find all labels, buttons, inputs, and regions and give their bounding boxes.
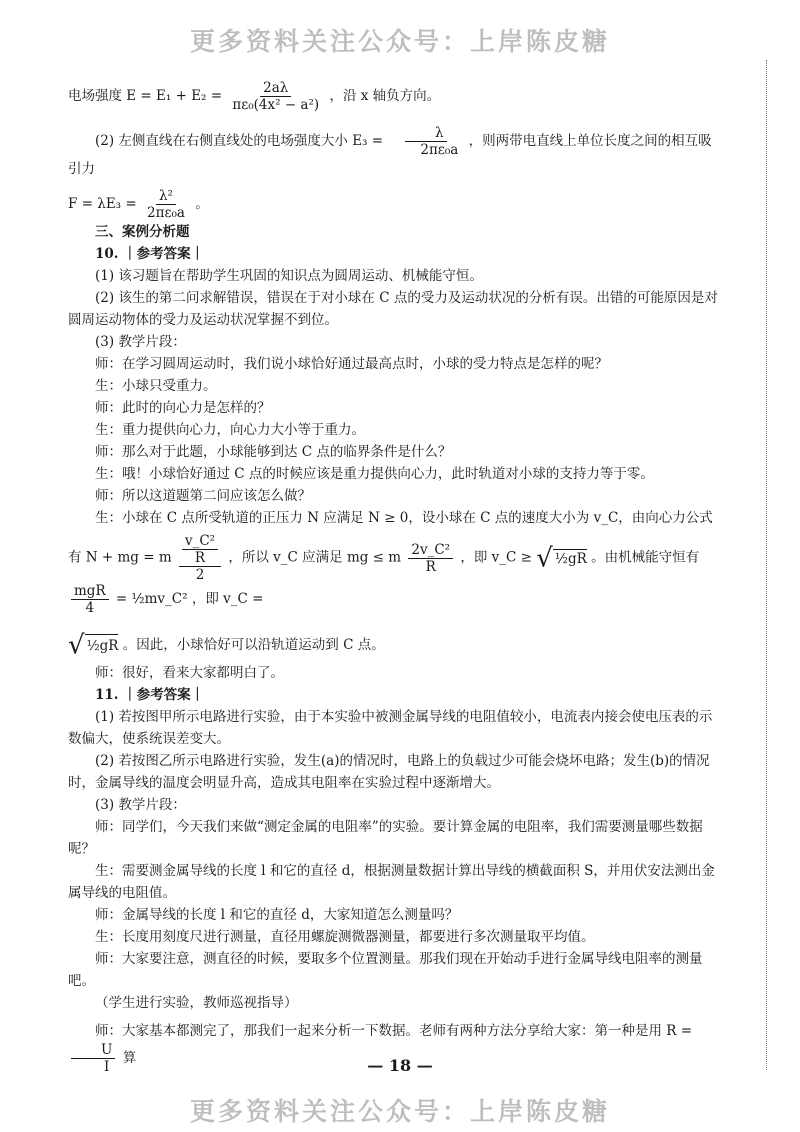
formula-text: 。由机械能守恒有: [591, 549, 700, 566]
radicand: ½gR: [85, 634, 119, 657]
formula-line-3: [68, 188, 720, 221]
page-number: — 18 —: [367, 1056, 433, 1075]
q11-dialog-1: 师：同学们，今天我们来做“测定金属的电阻率”的实验。要计算金属的电阻率，我们需要测量哪些数据呢？: [68, 819, 703, 857]
q11-p2: (2) 若按图乙所示电路进行实验，发生(a)的情况时，电路上的负载过少可能会烧坏电路；发生(b)的情况时，金属导线的温度会明显升高，造成其电阻率在实验过程中逐渐增大。: [68, 753, 710, 791]
sqrt: √ ½gR: [68, 630, 119, 661]
fraction: [144, 188, 188, 221]
denominator: R: [194, 550, 206, 566]
q10-dialog-3: 师：此时的向心力是怎样的？: [95, 400, 271, 416]
denominator: 2: [195, 567, 205, 583]
radicand: ½gR: [554, 550, 587, 567]
numerator: U: [71, 1042, 115, 1059]
section-heading: 三、案例分析题: [95, 224, 190, 240]
formula-text: ½mv_C²: [131, 591, 188, 607]
numerator: λ: [405, 125, 447, 142]
numerator: [179, 533, 221, 567]
q11-header: 11. ｜参考答案｜: [95, 687, 205, 703]
q11-dialog-5: 师：大家要注意，测直径的时候，要取多个位置测量。那我们现在开始动手进行金属导线电阻率的测量吧。: [68, 951, 703, 989]
dialog-text: 师：大家基本都测完了，那我们一起来分析一下数据。老师有两种方法分享给大家：第一种是用 R =: [95, 1023, 693, 1039]
formula-text: ，所以 v_C 应满足 mg ≤ m: [228, 549, 402, 566]
formula-text: 。因此，小球恰好可以沿轨道运动到 C 点。: [122, 637, 385, 653]
q10-dialog-5: 师：那么对于此题，小球能够到达 C 点的临界条件是什么？: [95, 444, 452, 460]
formula-text: ，即 v_C =: [191, 591, 264, 607]
inner-fraction: [182, 533, 218, 566]
sqrt: √ ½gR: [536, 543, 587, 573]
denominator: 4: [85, 600, 95, 616]
q11-dialog-4: 生：长度用刻度尺进行测量，直径用螺旋测微器测量，都要进行多次测量取平均值。: [95, 929, 595, 945]
formula2-prefix: (2) 左侧直线在右侧直线处的电场强度大小 E₃ =: [95, 133, 384, 149]
q10-dialog-2: 生：小球只受重力。: [95, 378, 217, 394]
dialog-text: 算: [122, 1050, 137, 1066]
formula-line-2: [68, 125, 720, 180]
denominator: 2πε₀a: [420, 142, 459, 158]
watermark-top: 更多资料关注公众号：上岸陈皮糖: [189, 27, 610, 56]
q10-dialog-8: 生：小球在 C 点所受轨道的正压力 N 应满足 N ≥ 0，设小球在 C 点的速度大小为 v_C，由向心力公式: [95, 510, 713, 526]
margin-rule: [766, 60, 767, 1070]
q10-dialog-1: 师：在学习圆周运动时，我们说小球恰好通过最高点时，小球的受力特点是怎样的呢？: [95, 356, 608, 372]
fraction: [408, 542, 453, 575]
q11-dialog-3: 师：金属导线的长度 l 和它的直径 d，大家知道怎么测量吗？: [95, 907, 459, 923]
q10-p3: (3) 教学片段：: [95, 334, 186, 350]
formula-text: =: [115, 591, 128, 607]
formula-text: ，即 v_C ≥: [460, 549, 532, 566]
q10-formula-line: [68, 533, 720, 616]
denominator: 2πε₀a: [146, 205, 185, 221]
numerator: λ²: [156, 188, 176, 205]
numerator: 2v_C²: [408, 542, 453, 559]
formula-line-1: [68, 80, 720, 113]
q10-p2: (2) 该生的第二问求解错误，错误在于对小球在 C 点的受力及运动状况的分析有误。出错的可能原因是对圆周运动物体的受力及运动状况掌握不到位。: [68, 290, 718, 328]
q10-dialog-6: 生：哦！小球恰好通过 C 点的时候应该是重力提供向心力，此时轨道对小球的支持力等于零。: [95, 466, 654, 482]
q11-p3: (3) 教学片段：: [95, 797, 186, 813]
formula3-suffix: 。: [195, 196, 209, 212]
page-content: [68, 80, 720, 1075]
q10-dialog-4: 生：重力提供向心力，向心力大小等于重力。: [95, 422, 365, 438]
formula1-prefix: 电场强度 E = E₁ + E₂ =: [68, 88, 223, 104]
q11-dialog-6: （学生进行实验，教师巡视指导）: [95, 995, 298, 1011]
q10-header: 10. ｜参考答案｜: [95, 246, 205, 262]
q10-dialog-9: 师：很好，看来大家都明白了。: [95, 665, 284, 681]
denominator: R: [425, 558, 436, 575]
fraction: [229, 80, 322, 113]
denominator: I: [104, 1059, 110, 1075]
formula1-suffix: ，沿 x 轴负方向。: [329, 88, 441, 104]
numerator: mgR: [71, 583, 109, 600]
formula2-suffix: ，则两带电直线上单位长度之间的相互吸引力: [68, 133, 712, 177]
fraction: [71, 583, 109, 616]
fraction: [390, 125, 461, 158]
q11-dialog-2: 生：需要测金属导线的长度 l 和它的直径 d，根据测量数据计算出导线的横截面积 S，并用伏安法测出金属导线的电阻值。: [68, 863, 715, 901]
q10-dialog-7: 师：所以这道题第二问应该怎么做？: [95, 488, 311, 504]
watermark-bottom: 更多资料关注公众号：上岸陈皮糖: [189, 1097, 610, 1126]
numerator: v_C²: [182, 533, 218, 550]
formula-text: 有 N + mg = m: [68, 549, 172, 566]
q10-conclusion: [68, 630, 720, 661]
denominator: πε₀(4x² − a²): [232, 97, 320, 113]
formula3-prefix: F = λE₃ =: [68, 196, 137, 212]
numerator: 2aλ: [260, 80, 291, 97]
q10-p1: (1) 该习题旨在帮助学生巩固的知识点为圆周运动、机械能守恒。: [95, 268, 483, 284]
compound-fraction: [179, 533, 221, 583]
q11-p1: (1) 若按图甲所示电路进行实验，由于本实验中被测金属导线的电阻值较小，电流表内接会使电压表的示数偏大，使系统误差变大。: [68, 709, 713, 747]
